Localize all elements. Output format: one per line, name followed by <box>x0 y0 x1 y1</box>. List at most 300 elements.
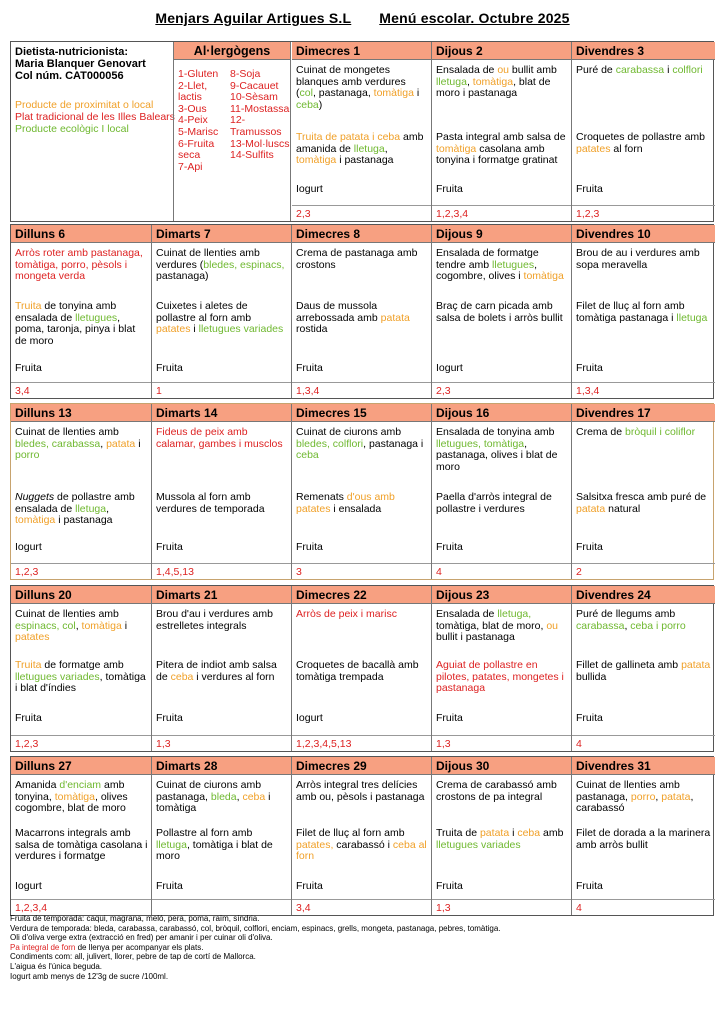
text-segment: patates, <box>296 838 334 851</box>
first-course <box>296 65 428 111</box>
day-cell <box>432 42 572 221</box>
day-header: Dijous 30 <box>432 757 571 775</box>
allergen-codes: 2,3 <box>432 382 571 398</box>
text-segment: ou <box>497 64 509 76</box>
text-segment: Pitera de indiot amb salsa de <box>156 659 277 683</box>
dietitian-label: Dietista-nutricionista: <box>15 46 129 58</box>
text-segment: ceba <box>242 790 266 803</box>
allergen-codes: 1,2,3 <box>11 563 151 579</box>
day-header: Divendres 17 <box>572 404 715 422</box>
text-segment: bledes, colflori <box>296 437 364 450</box>
allergen-codes: 1,2,3,4,5,13 <box>292 735 431 751</box>
allergen-item: 10-Sèsam <box>230 91 278 104</box>
text-segment: patata <box>479 827 510 839</box>
company-name: Menjars Aguilar Artigues S.L <box>155 10 352 26</box>
text-segment: tomàtiga <box>15 514 56 527</box>
day-cell <box>11 757 152 915</box>
text-segment: patates <box>576 142 611 155</box>
allergen-item: 14-Sulfits <box>230 149 274 162</box>
day-header: Divendres 31 <box>572 757 715 775</box>
day-cell <box>572 42 715 221</box>
text-segment: Puré de llegums amb <box>576 608 676 620</box>
text-segment: lletugues variades <box>198 323 284 336</box>
text-segment: , <box>100 437 107 450</box>
text-segment: Nuggets <box>15 491 55 503</box>
dessert: Fruita <box>436 183 463 195</box>
day-cell <box>11 404 152 579</box>
text-segment: de formatge amb <box>41 659 124 671</box>
allergen-item: 5-Marisc <box>178 125 219 138</box>
text-segment: patata <box>661 790 691 803</box>
text-segment: patata <box>576 502 606 515</box>
text-segment: patata <box>681 659 711 671</box>
day-cell <box>432 586 572 751</box>
dessert: Fruita <box>15 362 42 374</box>
allergen-item: 11-Mostassa <box>230 102 290 115</box>
text-segment: lletuga, <box>497 608 532 620</box>
text-segment: lletugues variades <box>436 838 521 851</box>
dessert: Iogurt <box>15 880 42 892</box>
allergen-codes: 2,3 <box>292 205 431 221</box>
text-segment: Cuinat de llenties amb <box>15 608 119 620</box>
first-course <box>436 248 568 283</box>
second-course <box>576 828 712 851</box>
text-segment: , <box>106 502 110 515</box>
footer-water: L'aigua és l'única beguda. <box>10 961 103 971</box>
second-course <box>15 301 148 347</box>
day-header: Dimecres 8 <box>292 225 431 243</box>
text-segment: lletugues, tomàtiga <box>436 437 525 450</box>
day-cell <box>572 404 715 579</box>
dessert: Fruita <box>576 712 603 724</box>
text-segment: Mussola al forn amb verdures de temporada <box>156 491 265 515</box>
day-cell <box>572 586 715 751</box>
text-segment: natural <box>605 502 641 515</box>
allergen-codes: 1 <box>152 382 291 398</box>
second-course <box>436 492 568 515</box>
second-course <box>156 660 288 683</box>
day-header: Divendres 3 <box>572 42 715 60</box>
text-segment: i verdures al forn <box>193 670 275 683</box>
text-segment: ceba <box>170 670 194 683</box>
text-segment: bullit i pastanaga <box>436 631 515 644</box>
text-segment: , pastanaga, <box>312 87 374 100</box>
allergen-codes: 3,4 <box>292 899 431 915</box>
text-segment: tomàtiga <box>81 619 122 632</box>
first-course <box>156 427 288 450</box>
dessert: Fruita <box>436 712 463 724</box>
text-segment: colflori <box>672 64 703 76</box>
allergen-item: 7-Api <box>178 160 203 173</box>
text-segment: tomàtiga, blat de moro, <box>436 619 547 632</box>
text-segment: Filet de dorada a la marinera amb arròs bullit <box>576 827 711 851</box>
day-header: Dijous 16 <box>432 404 571 422</box>
first-course <box>15 780 148 815</box>
menu-title: Menú escolar. Octubre 2025 <box>379 10 570 26</box>
legend-traditional: Plat tradicional de les Illes Balears <box>15 111 175 123</box>
text-segment: Ensalada de <box>436 608 498 620</box>
dessert: Iogurt <box>296 712 323 724</box>
text-segment: tomàtiga <box>472 75 514 88</box>
text-segment: lletugues <box>75 311 118 324</box>
day-header: Dimarts 7 <box>152 225 291 243</box>
text-segment: Fillet de gallineta amb <box>576 659 682 671</box>
text-segment: Truita de patata i ceba <box>296 131 401 143</box>
text-segment: Cuinat de llenties amb pastanaga, <box>576 779 680 803</box>
second-course <box>436 301 568 324</box>
dessert: Fruita <box>156 541 183 553</box>
first-course <box>436 780 568 803</box>
footer-oil: Oli d'oliva verge extra (extracció en fred) per amanir i per cuinar oli d'oliva. <box>10 933 273 943</box>
text-segment: Crema de pastanaga amb crostons <box>296 247 418 271</box>
text-segment: amb tonyina, <box>15 779 125 803</box>
day-cell <box>152 586 292 751</box>
text-segment: tomàtiga <box>373 87 414 100</box>
page-title <box>0 10 725 26</box>
text-segment: Brou de au i verdures amb sopa meravella <box>576 247 700 271</box>
allergen-codes: 4 <box>432 563 571 579</box>
text-segment: d'ous amb patates <box>296 491 395 515</box>
text-segment: ) <box>318 98 323 111</box>
allergen-codes: 4 <box>572 899 715 915</box>
first-course <box>156 780 288 815</box>
dietitian-license: Col núm. CAT000056 <box>15 70 124 82</box>
dietitian-info <box>15 46 146 82</box>
allergens-title: Al·lergògens <box>174 42 290 60</box>
footer-notes <box>10 914 715 981</box>
text-segment: ou <box>546 619 558 632</box>
second-course <box>156 301 288 336</box>
allergen-item: 2-Llet, lactis <box>178 79 208 104</box>
dietitian-name: Maria Blanquer Genovart <box>15 58 146 70</box>
text-segment: al forn <box>610 142 643 155</box>
text-segment: lletuga <box>676 311 708 324</box>
text-segment: ceba al forn <box>296 838 427 863</box>
day-cell <box>432 225 572 398</box>
first-course <box>436 65 568 100</box>
day-cell <box>152 757 292 915</box>
text-segment: porro <box>15 449 40 462</box>
text-segment: i <box>413 87 420 100</box>
allergen-item: 12-Tramussos <box>230 114 282 138</box>
dessert: Fruita <box>436 880 463 892</box>
first-course <box>436 609 568 644</box>
day-header: Dijous 23 <box>432 586 571 604</box>
text-segment: amb amanida de <box>296 131 424 155</box>
day-header: Dimarts 14 <box>152 404 291 422</box>
day-header: Dilluns 13 <box>11 404 151 422</box>
text-segment: i <box>121 619 128 632</box>
allergen-item: 1-Gluten <box>178 68 219 80</box>
day-header: Dilluns 27 <box>11 757 151 775</box>
day-cell <box>572 757 715 915</box>
first-course <box>576 780 712 815</box>
allergen-codes: 1,3,4 <box>292 382 431 398</box>
day-header: Divendres 24 <box>572 586 715 604</box>
text-segment: Amanida <box>15 779 60 791</box>
text-segment: Croquetes de pollastre amb <box>576 131 705 143</box>
text-segment: Ensalada de <box>436 64 498 76</box>
text-segment: Truita de <box>436 827 480 839</box>
dessert: Fruita <box>576 541 603 553</box>
day-header: Dimecres 1 <box>292 42 431 60</box>
text-segment: , tomàtiga i blat de moro <box>156 838 273 863</box>
footer-yogurt: Iogurt amb menys de 12'3g de sucre /100ml. <box>10 971 169 981</box>
text-segment: d'enciam <box>59 779 102 791</box>
dessert: Fruita <box>296 541 323 553</box>
allergen-codes: 1,2,3 <box>11 735 151 751</box>
second-course <box>436 828 568 851</box>
day-cell <box>572 225 715 398</box>
text-segment: , carabassó <box>576 790 694 815</box>
text-segment: , pastanaga, olives i blat de moro <box>436 437 558 473</box>
text-segment: de pollastre amb ensalada de <box>15 491 135 515</box>
text-segment: , <box>75 619 82 632</box>
second-course <box>156 492 288 515</box>
text-segment: tomàtiga <box>523 270 564 283</box>
allergens-list-left <box>178 69 230 173</box>
text-segment: Brou d'au i verdures amb estrelletes integrals <box>156 608 273 632</box>
day-header: Dimecres 15 <box>292 404 431 422</box>
day-cell <box>432 404 572 579</box>
second-course <box>15 492 148 527</box>
first-course <box>436 427 568 473</box>
allergen-codes: 1,4,5,13 <box>152 563 291 579</box>
text-segment: Macarrons integrals amb salsa de tomàtiga casolana i verdures i formatge <box>15 827 148 863</box>
text-segment: i pastanaga <box>55 514 113 527</box>
text-segment: rostida <box>296 323 328 336</box>
text-segment: col <box>299 87 313 100</box>
second-course <box>436 660 568 695</box>
text-segment: Cuinat de llenties amb <box>15 426 119 438</box>
text-segment: Arròs integral tres delícies amb ou, pèsols i pastanaga <box>296 779 425 803</box>
dessert: Fruita <box>576 880 603 892</box>
dessert: Fruita <box>156 880 183 892</box>
second-course <box>296 132 428 167</box>
text-segment: lletugues <box>492 258 535 271</box>
footer-condiments: Condiments com: all, julivert, llorer, pebre de tap de cortí de Mallorca. <box>10 952 256 962</box>
text-segment: Ensalada de formatge tendre amb <box>436 247 539 271</box>
text-segment: i <box>664 64 673 76</box>
text-segment: carabassa <box>615 64 665 76</box>
text-segment: Arròs de peix i marisc <box>296 608 397 620</box>
text-segment: pastanaga) <box>156 270 209 283</box>
text-segment: tomàtiga <box>436 142 477 155</box>
first-course <box>576 609 712 632</box>
day-cell <box>152 225 292 398</box>
text-segment: Salsitxa fresca amb puré de <box>576 491 707 503</box>
footer-bread-highlight: Pa integral de forn <box>10 942 76 952</box>
text-segment: ceba <box>296 98 319 111</box>
text-segment: patata <box>106 437 136 450</box>
text-segment: i tomàtiga <box>156 790 271 815</box>
allergen-codes: 1,3 <box>432 899 571 915</box>
day-header: Dijous 2 <box>432 42 571 60</box>
dessert: Fruita <box>576 362 603 374</box>
text-segment: lletuga <box>436 75 467 88</box>
text-segment: i <box>190 323 199 336</box>
text-segment: i pastanaga <box>336 154 394 167</box>
text-segment: Truita <box>15 300 42 312</box>
text-segment: bullit amb <box>509 64 557 76</box>
text-segment: , <box>466 75 473 88</box>
dessert: Fruita <box>436 541 463 553</box>
day-header: Dimarts 21 <box>152 586 291 604</box>
first-course <box>576 248 712 271</box>
text-segment: i ensalada <box>330 502 382 515</box>
allergen-codes: 1,3,4 <box>572 382 715 398</box>
second-course <box>15 828 148 863</box>
text-segment: , cogombre, olives i <box>436 258 537 283</box>
day-cell <box>292 586 432 751</box>
day-cell <box>292 225 432 398</box>
legend-ecological: Producte ecològic I local <box>15 123 129 135</box>
text-segment: bledes, espinacs, <box>203 258 285 271</box>
first-course <box>296 780 428 803</box>
dessert: Fruita <box>576 183 603 195</box>
text-segment: Paella d'arròs integral de pollastre i verdures <box>436 491 552 515</box>
text-segment: ceba <box>517 827 541 839</box>
first-course <box>576 427 712 439</box>
text-segment: patates <box>15 631 50 644</box>
text-segment: Remenats <box>296 491 347 503</box>
text-segment: lletuga <box>353 142 385 155</box>
text-segment: lletuga <box>156 838 187 851</box>
text-segment: lletuga <box>75 502 107 515</box>
text-segment: Arròs roter amb pastanaga, tomàtiga, porro, pèsols i mongeta verda <box>15 247 143 283</box>
allergen-codes: 1,2,3 <box>572 205 715 221</box>
footer-vegetables: Verdura de temporada: bleda, carabassa, carabassó, col, bròquil, colflori, enciam, espinacs, grells, mongeta, pastanaga, pebres, tomàtiga. <box>10 923 501 933</box>
text-segment: , blat de moro i pastanaga <box>436 75 551 100</box>
text-segment: ceba <box>296 449 319 462</box>
dessert: Fruita <box>156 712 183 724</box>
text-segment: de tonyina amb ensalada de <box>15 300 117 324</box>
text-segment: lletugues variades <box>15 670 100 683</box>
second-course <box>576 132 712 155</box>
text-segment: Cuinat de ciurons amb pastanaga, <box>156 779 262 803</box>
text-segment: i <box>509 827 518 839</box>
legend-proximity: Producte de proximitat o local <box>15 99 154 111</box>
week-1 <box>10 41 714 222</box>
text-segment: amb <box>540 827 564 839</box>
day-cell <box>292 42 432 221</box>
text-segment: tomàtiga <box>54 790 95 803</box>
allergen-codes: 2 <box>572 563 715 579</box>
week-5 <box>10 756 714 916</box>
text-segment: patates <box>156 323 191 336</box>
text-segment: Truita <box>15 659 42 671</box>
day-header: Dilluns 6 <box>11 225 151 243</box>
text-segment: Braç de carn picada amb salsa de bolets i arròs bullit <box>436 300 563 324</box>
text-segment: bledes, carabassa <box>15 437 101 450</box>
allergen-codes: 3,4 <box>11 382 151 398</box>
allergen-codes: 3 <box>292 563 431 579</box>
text-segment: , <box>655 790 662 803</box>
day-cell <box>292 757 432 915</box>
first-course <box>296 609 428 621</box>
text-segment: Filet de lluç al forn amb tomàtiga pastanaga i <box>576 300 685 324</box>
week-3 <box>10 403 714 580</box>
text-segment: , tomàtiga i blat d'índies <box>15 670 146 695</box>
allergens-panel <box>173 42 291 221</box>
day-header: Divendres 10 <box>572 225 715 243</box>
allergen-item: 13-Mol·luscs <box>230 137 290 150</box>
dessert: Fruita <box>156 362 183 374</box>
dessert: Iogurt <box>15 541 42 553</box>
text-segment: Filet de lluç al forn amb <box>296 827 405 839</box>
text-segment: carabassa <box>576 619 625 632</box>
text-segment: Cuinat de ciurons amb <box>296 426 402 438</box>
text-segment: Crema de carabassó amb crostons de pa integral <box>436 779 557 803</box>
text-segment: patata <box>380 311 410 324</box>
second-course <box>576 660 712 683</box>
second-course <box>576 301 712 324</box>
footer-fruit: Fruita de temporada: caqui, magrana, meló, pera, poma, raïm, síndria. <box>10 914 260 923</box>
day-cell <box>152 404 292 579</box>
dessert: Fruita <box>296 362 323 374</box>
text-segment: , olives cogombre, blat de moro <box>15 790 128 815</box>
text-segment: Pasta integral amb salsa de <box>436 131 566 143</box>
text-segment: Croquetes de bacallà amb tomàtiga trempada <box>296 659 419 683</box>
first-course <box>296 427 428 462</box>
first-course <box>15 609 148 644</box>
text-segment: Daus de mussola arrebossada amb <box>296 300 381 324</box>
text-segment: porro <box>630 790 656 803</box>
week-2 <box>10 224 714 399</box>
text-segment: tomàtiga <box>296 154 337 167</box>
first-course <box>156 609 288 632</box>
allergen-codes: 4 <box>572 735 715 751</box>
allergen-codes: 1,3 <box>432 735 571 751</box>
allergen-item: 9-Cacauet <box>230 79 279 92</box>
second-course <box>296 660 428 683</box>
text-segment: bròquil i coliflor <box>625 426 696 438</box>
text-segment: casolana amb tonyina i formatge gratinat <box>436 142 558 167</box>
text-segment: Cuinat de llenties amb verdures ( <box>156 247 260 271</box>
day-header: Dimecres 22 <box>292 586 431 604</box>
allergen-item: 8-Soja <box>230 68 261 80</box>
text-segment: bleda <box>210 790 237 803</box>
second-course <box>15 660 148 695</box>
second-course <box>296 492 428 515</box>
allergen-item: 4-Peix <box>178 114 208 127</box>
text-segment: Crema de <box>576 426 626 438</box>
second-course <box>296 301 428 336</box>
second-course <box>156 828 288 863</box>
allergen-item: 3-Ous <box>178 102 207 115</box>
footer-bread-rest: de llenya per acompanyar els plats. <box>75 942 204 952</box>
day-cell <box>11 225 152 398</box>
text-segment: ceba i porro <box>630 619 686 632</box>
first-course <box>15 427 148 462</box>
text-segment: , pastanaga i <box>363 437 424 450</box>
second-course <box>296 828 428 863</box>
text-segment: bullida <box>576 670 607 683</box>
allergens-list-right <box>230 69 292 162</box>
first-course <box>296 248 428 271</box>
second-course <box>436 132 568 167</box>
day-header: Dilluns 20 <box>11 586 151 604</box>
text-segment: espinacs, col <box>15 619 76 632</box>
legend <box>15 99 175 135</box>
text-segment: , poma, taronja, pinya i blat de moro <box>15 311 136 347</box>
text-segment: carabassó i <box>333 838 393 851</box>
day-cell <box>432 757 572 915</box>
text-segment: i <box>135 437 141 450</box>
day-cell <box>11 586 152 751</box>
dessert: Fruita <box>15 712 42 724</box>
dessert: Fruita <box>296 880 323 892</box>
